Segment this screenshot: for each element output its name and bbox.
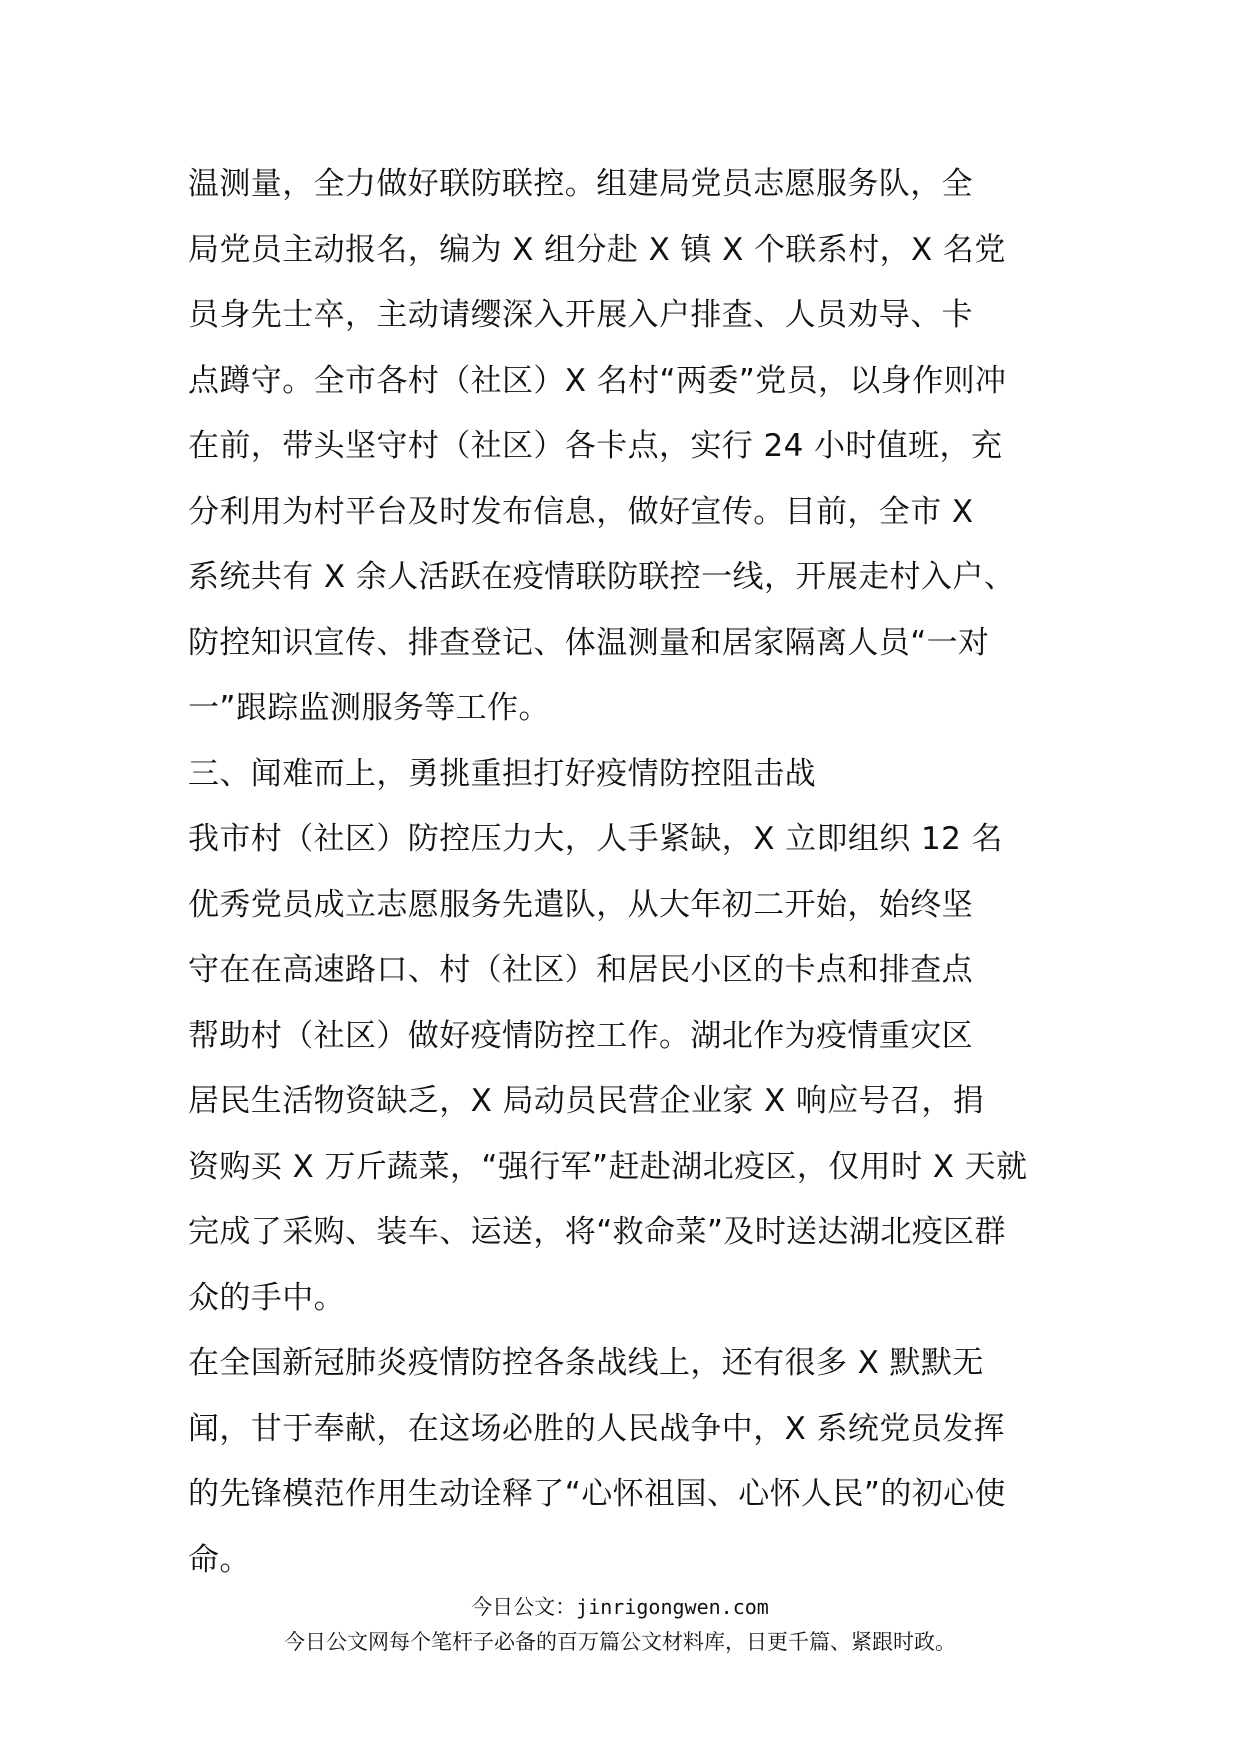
- footer-slogan: 今日公文网每个笔杆子必备的百万篇公文材料库，日更千篇、紧跟时政。: [284, 1630, 956, 1654]
- text-line: 众的手中。: [188, 1279, 345, 1316]
- text-line: 完成了采购、装车、运送，将“救命菜”及时送达湖北疫区群: [188, 1214, 1006, 1250]
- section-heading: 三、闻难而上，勇挑重担打好疫情防控阻击战: [188, 755, 816, 792]
- document-body: [188, 152, 1068, 1593]
- text-line: 系统共有 X 余人活跃在疫情联防联控一线，开展走村入户、: [188, 559, 1016, 595]
- text-line: 局党员主动报名，编为 X 组分赴 X 镇 X 个联系村，X 名党: [188, 231, 1006, 268]
- text-line: 居民生活物资缺乏，X 局动员民营企业家 X 响应号召，捐: [188, 1083, 985, 1119]
- text-line: 在全国新冠肺炎疫情防控各条战线上，还有很多 X 默默无: [188, 1345, 984, 1381]
- text-line: 命。: [188, 1541, 251, 1578]
- text-line: 我市村（社区）防控压力大，人手紧缺，X 立即组织 12 名: [188, 821, 1003, 857]
- text-line: 分利用为村平台及时发布信息，做好宣传。目前，全市 X: [188, 493, 974, 530]
- text-line: 一”跟踪监测服务等工作。: [188, 690, 550, 726]
- text-line: 点蹲守。全市各村（社区）X 名村“两委”党员，以身作则冲: [188, 362, 1007, 399]
- text-line: 在前，带头坚守村（社区）各卡点，实行 24 小时值班，充: [188, 428, 1003, 464]
- footer-site-label: 今日公文：: [471, 1595, 577, 1619]
- text-line: 防控知识宣传、排查登记、体温测量和居家隔离人员“一对: [188, 624, 990, 661]
- text-line: 资购买 X 万斤蔬菜，“强行军”赶赴湖北疫区，仅用时 X 天就: [188, 1148, 1028, 1185]
- footer-site: [0, 1591, 1240, 1621]
- text-line: 温测量，全力做好联防联控。组建局党员志愿服务队，全: [188, 166, 973, 202]
- footer-site-domain[interactable]: jinrigongwen.com: [576, 1595, 769, 1619]
- text-line: 帮助村（社区）做好疫情防控工作。湖北作为疫情重灾区: [188, 1017, 973, 1054]
- text-line: 优秀党员成立志愿服务先遣队，从大年初二开始，始终坚: [188, 886, 973, 923]
- text-line: 闻，甘于奉献，在这场必胜的人民战争中，X 系统党员发挥: [188, 1410, 1005, 1447]
- text-line: 的先锋模范作用生动诠释了“心怀祖国、心怀人民”的初心使: [188, 1476, 1006, 1512]
- text-line: 员身先士卒，主动请缨深入开展入户排查、人员劝导、卡: [188, 297, 973, 333]
- text-line: 守在在高速路口、村（社区）和居民小区的卡点和排查点: [188, 952, 973, 988]
